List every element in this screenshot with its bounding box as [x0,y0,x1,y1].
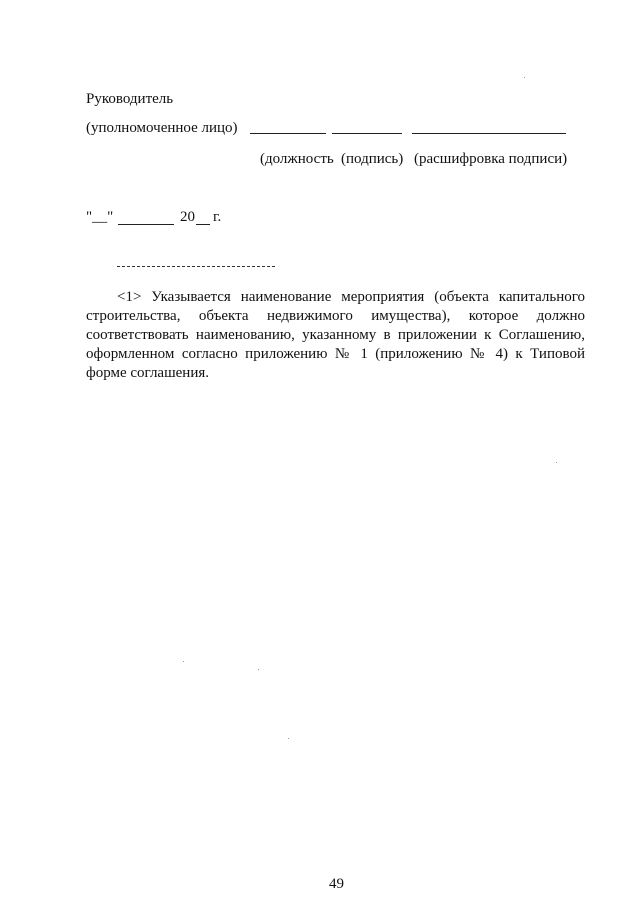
date-day-field: "__" [86,209,114,225]
footnote-separator [117,266,275,267]
footnote-line: форме соглашения. [86,365,209,381]
decoding-line [412,133,566,134]
footnote-line: оформленном согласно приложению № 1 (приложению № 4) к Типовой [86,346,585,362]
footnote-line: <1> Указывается наименование мероприятия (объекта капитального [117,289,585,305]
date-year-line [196,224,210,225]
head-label: Руководитель [86,91,174,107]
position-line [250,133,326,134]
scan-speck [258,669,259,670]
scan-speck [183,661,184,662]
position-caption: (должность [260,151,334,167]
date-year-suffix: г. [213,209,222,225]
footnote-line: соответствовать наименованию, указанному в приложении к Соглашению, [86,327,585,343]
date-year-prefix: 20 [180,209,195,225]
scan-speck [556,462,557,463]
authorized-person-label: (уполномоченное лицо) [86,120,238,136]
date-month-line [118,224,174,225]
page-number: 49 [329,876,344,892]
scan-speck [288,738,289,739]
signature-line [332,133,402,134]
decoding-caption: (расшифровка подписи) [414,151,568,167]
scan-speck [524,77,525,78]
signature-caption: (подпись) [341,151,404,167]
footnote-line: строительства, объекта недвижимого имущества), которое должно [86,308,585,324]
